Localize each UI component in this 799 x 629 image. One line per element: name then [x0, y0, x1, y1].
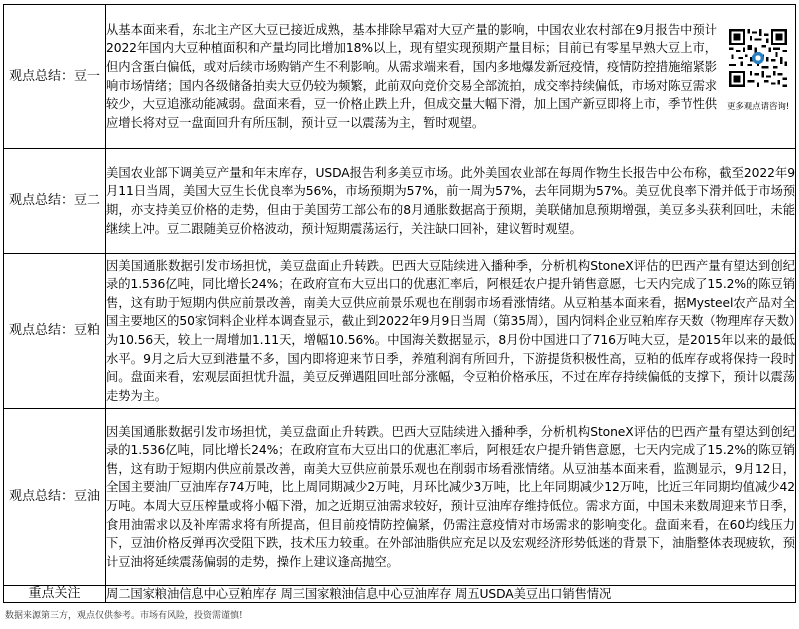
summary-table	[3, 4, 796, 603]
qr-caption: 更多观点请咨询!	[726, 101, 790, 112]
row-content: 因美国通胀数据引发市场担忧，美豆盘面止升转跌。巴西大豆陆续进入播种季，分析机构StoneX评估的巴西产量有望达到创纪录的1.536亿吨，同比增长24%；在政府宣布大豆出口的优惠汇率后，阿根廷农户提升销售意愿，七天内完成了15.2%的陈豆销售，这有助于短期内供应前景改善，南美大豆供应前景乐观也在削弱市场看涨情绪。从豆粕基本面来看，据Mysteel农产品对全国主要地区的50家饲料企业样本调查显示，截止到2022年9月9日当周（第35周），国内饲料企业豆粕库存天数（物理库存天数）为10.56天，较上一周增加1.11天，增幅10.56%。中国海关数据显示，8月份中国进口了716万吨大豆，是2015年以来的最低水平。9月之后大豆到港量不多，国内即将迎来节日季，养殖利润有所回升，下游提货积极性高，豆粕的低库存或将保持一段时间。盘面来看，宏观层面担忧升温，美豆反弹遇阻回吐部分涨幅，令豆粕价格承压，不过在库存持续偏低的支撑下，预计以震荡走势为主。	[106, 254, 796, 409]
table-row	[4, 5, 796, 149]
table-row	[4, 254, 796, 409]
row-label: 观点总结：豆一	[4, 5, 106, 149]
row-content: 周二国家粮油信息中心豆粕库存 周三国家粮油信息中心豆油库存 周五USDA美豆出口销售情况	[106, 586, 796, 603]
row-label: 重点关注	[4, 586, 106, 603]
row-content: 美国农业部下调美豆产量和年末库存，USDA报告利多美豆市场。此外美国农业部在每周作物生长报告中公布称，截至2022年9月11日当周，美国大豆生长优良率为56%，市场预期为57%，前一周为57%，去年同期为57%。美豆优良率下滑并低于市场预期，亦支持美豆价格的走势，但由于美国劳工部公布的8月通胀数据高于预期，美联储加息预期增强，美豆多头获利回吐，未能继续上冲。豆二跟随美豆价格波动，预计短期震荡运行，关注缺口回补，建议暂时观望。	[106, 149, 796, 254]
row-label: 观点总结：豆二	[4, 149, 106, 254]
table-row	[4, 586, 796, 603]
row-content: 因美国通胀数据引发市场担忧，美豆盘面止升转跌。巴西大豆陆续进入播种季，分析机构StoneX评估的巴西产量有望达到创纪录的1.536亿吨，同比增长24%；在政府宣布大豆出口的优惠汇率后，阿根廷农户提升销售意愿，七天内完成了15.2%的陈豆销售，这有助于短期内供应前景改善，南美大豆供应前景乐观也在削弱市场看涨情绪。从豆油基本面来看，监测显示，9月12日，全国主要油厂豆油库存74万吨，比上周同期减少2万吨，月环比减少3万吨，比上年同期减少12万吨，比近三年同期均值减少42万吨。本周大豆压榨量或将小幅下滑，加之近期豆油需求较好，预计豆油库存维持低位。需求方面，中国未来数周迎来节日季，食用油需求以及补库需求将有所提高，但目前疫情防控偏紧，仍需注意疫情对市场需求的影响变化。盘面来看，在60均线压力下，豆油价格反弹再次受阻下跌，技术压力较重。在外部油脂供应充足以及宏观经济形势低迷的背景下，油脂整体表现疲软，预计豆油将延续震荡偏弱的走势，操作上建议逢高抛空。	[106, 409, 796, 586]
row-label: 观点总结：豆粕	[4, 254, 106, 409]
row-label: 观点总结：豆油	[4, 409, 106, 586]
qr-block	[721, 21, 795, 133]
table-row	[4, 409, 796, 586]
table-row	[4, 149, 796, 254]
row-content: 从基本面来看，东北主产区大豆已接近成熟，基本排除早霜对大豆产量的影响，中国农业农村部在9月报告中预计2022年国内大豆种植面积和产量均同比增加18%以上，现有望实现预期产量目标；目前已有零星早熟大豆上市，但内含蛋白偏低，或对后续市场购销产生不利影响。从需求端来看，国内多地爆发新冠疫情，疫情防控措施缩紧影响市场情绪；国内各级储备拍卖大豆仍较为频繁，此前双向竞价交易全部流拍，成交率持续偏低，市场对陈豆需求较少，大豆追涨动能减弱。盘面来看，豆一价格止跌上升，但成交量大幅下滑，加上国产新豆即将上市，季节性供应增长将对豆一盘面回升有所压制，预计豆一以震荡为主，暂时观望。	[106, 22, 717, 130]
disclaimer-footer: 数据来源第三方，观点仅供参考。市场有风险，投资需谨慎!	[5, 611, 243, 621]
qr-code-icon	[729, 29, 787, 87]
